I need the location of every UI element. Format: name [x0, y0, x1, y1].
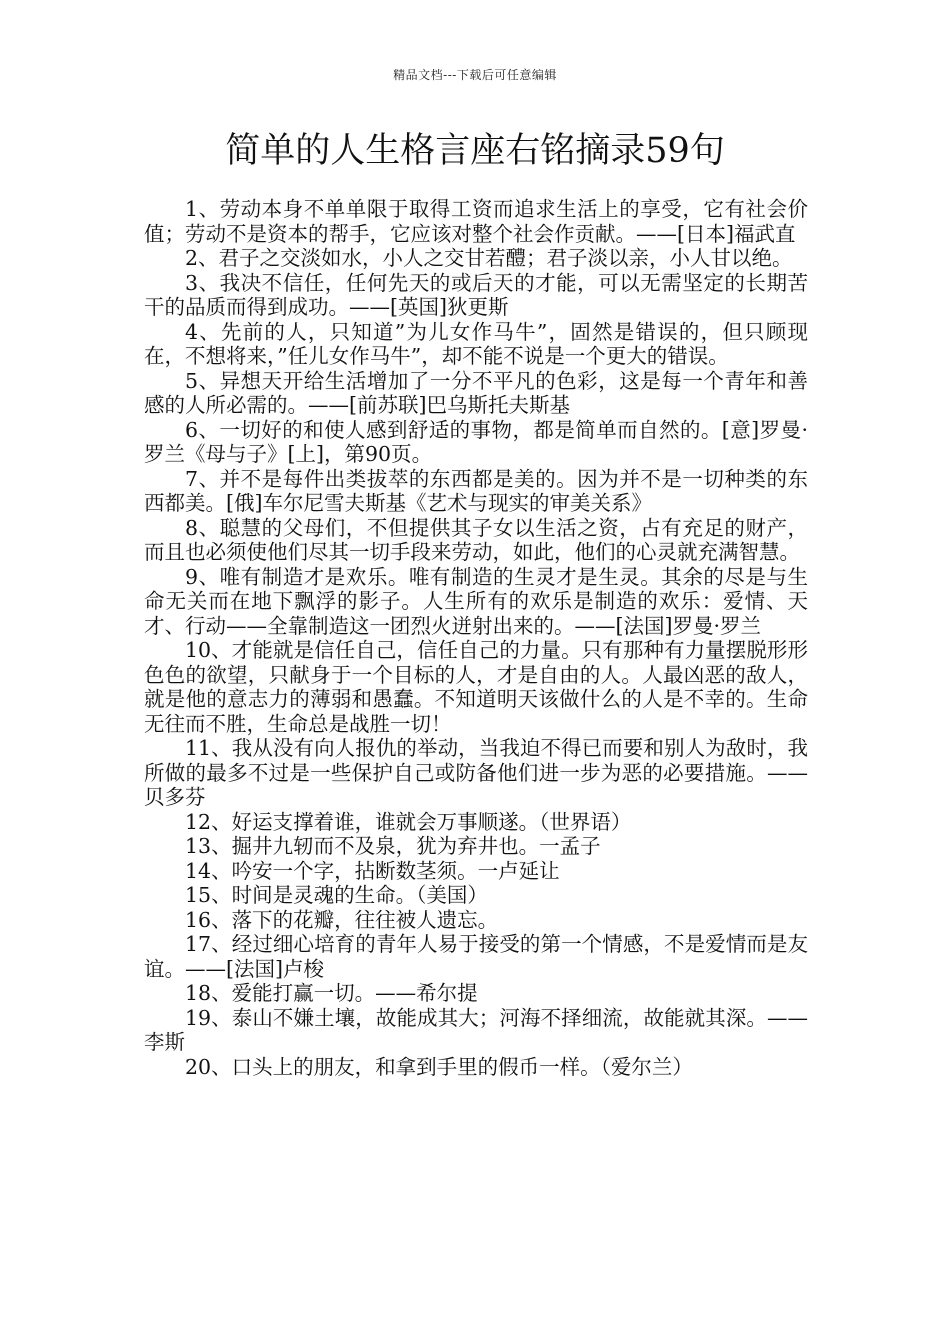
quote-paragraph: 9、唯有制造才是欢乐。唯有制造的生灵才是生灵。其余的尽是与生命无关而在地下飘浮的影子。人生所有的欢乐是制造的欢乐：爱情、天才、行动——全靠制造这一团烈火迸射出来的。——[法国]罗曼·罗兰	[144, 564, 808, 638]
quote-list	[144, 197, 808, 1079]
quote-paragraph: 4、先前的人，只知道”为儿女作马牛”，固然是错误的，但只顾现在，不想将来，”任儿女作马牛”，却不能不说是一个更大的错误。	[144, 319, 808, 368]
quote-paragraph: 3、我决不信任，任何先天的或后天的才能，可以无需坚定的长期苦干的品质而得到成功。——[英国]狄更斯	[144, 270, 808, 319]
header-note: 精品文档---下载后可任意编辑	[393, 68, 557, 82]
quote-paragraph: 13、掘井九轫而不及泉，犹为弃井也。一孟子	[185, 834, 601, 858]
quote-paragraph: 19、泰山不嫌土壤，故能成其大；河海不择细流，故能就其深。——李斯	[144, 1005, 808, 1054]
quote-paragraph: 2、君子之交淡如水，小人之交甘若醴；君子淡以亲，小人甘以绝。	[185, 246, 793, 270]
quote-paragraph: 14、吟安一个字，拈断数茎须。一卢延让	[185, 858, 560, 883]
quote-paragraph: 6、一切好的和使人感到舒适的事物，都是简单而自然的。[意]罗曼·罗兰《母与子》[上]，第90页。	[144, 417, 808, 466]
quote-paragraph: 18、爱能打赢一切。——希尔提	[185, 981, 478, 1005]
quote-paragraph: 7、并不是每件出类拔萃的东西都是美的。因为并不是一切种类的东西都美。[俄]车尔尼雪夫斯基《艺术与现实的审美关系》	[144, 466, 808, 515]
quote-paragraph: 10、才能就是信任自己，信任自己的力量。只有那种有力量摆脱形形色色的欲望，只献身于一个目标的人，才是自由的人。人最凶恶的敌人，就是他的意志力的薄弱和愚蠢。不知道明天该做什么的人是不幸的。生命无往而不胜，生命总是战胜一切！	[144, 638, 808, 736]
quote-paragraph: 5、异想天开给生活增加了一分不平凡的色彩，这是每一个青年和善感的人所必需的。——[前苏联]巴乌斯托夫斯基	[144, 368, 808, 417]
quote-paragraph: 17、经过细心培育的青年人易于接受的第一个情感，不是爱情而是友谊。——[法国]卢梭	[144, 932, 808, 981]
quote-paragraph: 20、口头上的朋友，和拿到手里的假币一样。（爱尔兰）	[185, 1054, 693, 1079]
quote-paragraph: 12、好运支撑着谁，谁就会万事顺遂。（世界语）	[185, 809, 632, 834]
quote-paragraph: 1、劳动本身不单单限于取得工资而追求生活上的享受，它有社会价值；劳动不是资本的帮手，它应该对整个社会作贡献。——[日本]福武直	[144, 197, 808, 246]
quote-paragraph: 11、我从没有向人报仇的举动，当我迫不得已而要和别人为敌时，我所做的最多不过是一些保护自己或防备他们进一步为恶的必要措施。——贝多芬	[144, 736, 808, 809]
quote-paragraph: 15、时间是灵魂的生命。（美国）	[185, 883, 488, 907]
document-title: 简单的人生格言座右铭摘录59句	[225, 131, 725, 171]
quote-paragraph: 8、聪慧的父母们，不但提供其子女以生活之资，占有充足的财产，而且也必须使他们尽其一切手段来劳动，如此，他们的心灵就充满智慧。	[144, 515, 808, 564]
quote-paragraph: 16、落下的花瓣，往往被人遗忘。	[185, 907, 499, 932]
